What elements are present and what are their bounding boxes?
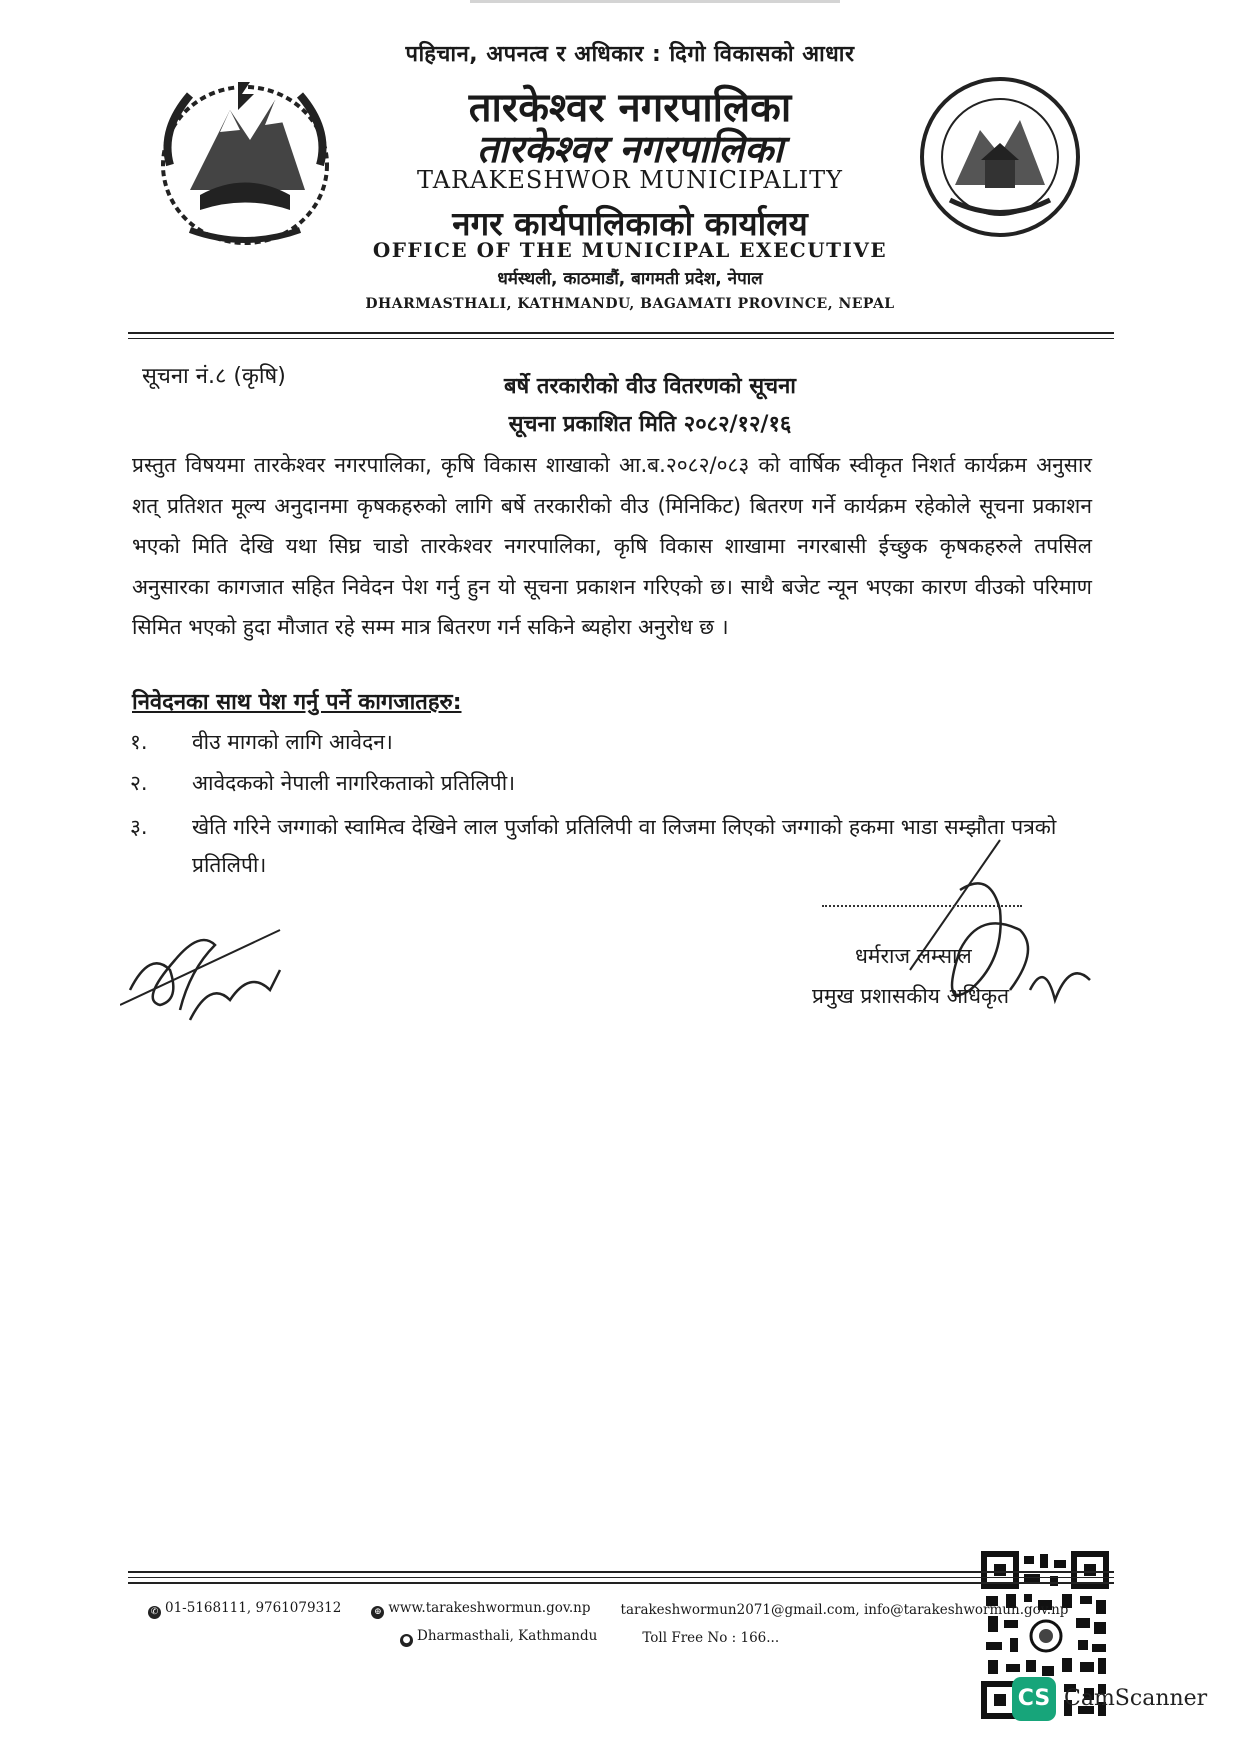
footer-address-text: Dharmasthali, Kathmandu: [417, 1628, 598, 1644]
footer-contact-row: [148, 1600, 1068, 1619]
notice-subject: बर्षे तरकारीको वीउ वितरणको सूचना: [503, 374, 797, 399]
header-divider: [128, 332, 1114, 334]
footer-phone: [148, 1600, 341, 1619]
office-name-nepali: नगर कार्यपालिकाको कार्यालय: [452, 204, 808, 243]
list-item-number: ३.: [130, 815, 148, 839]
municipality-name-nepali-stylized: तारकेश्वर नगरपालिका: [476, 127, 784, 171]
footer-toll-free: Toll Free No : 166...: [642, 1629, 780, 1646]
list-item-number: २.: [130, 771, 148, 795]
footer-divider: [128, 1571, 1114, 1573]
footer-divider-lower: [128, 1582, 1114, 1584]
footer-divider-thin: [128, 1577, 1114, 1578]
list-item-number: १.: [130, 730, 148, 754]
signature-line: [822, 905, 1022, 909]
signatory-title: प्रमुख प्रशासकीय अधिकृत: [812, 984, 1010, 1008]
footer-website: [371, 1600, 590, 1619]
camscanner-watermark: CamScanner: [1064, 1686, 1208, 1711]
municipality-seal-icon: [915, 65, 1085, 245]
footer-phone-text: 01-5168111, 9761079312: [165, 1600, 342, 1616]
footer-website-text: www.tarakeshwormun.gov.np: [388, 1600, 591, 1616]
list-item-text: वीउ मागको लागि आवेदन।: [192, 730, 393, 754]
handwritten-signature-left: [120, 910, 290, 1040]
list-item-text: आवेदकको नेपाली नागरिकताको प्रतिलिपी।: [192, 771, 516, 795]
nepal-emblem-icon: [150, 70, 340, 250]
signatory-name: धर्मराज लम्साल: [855, 944, 972, 968]
footer-emails: tarakeshwormun2071@gmail.com, info@tarakeshwormun.gov.np: [620, 1601, 1069, 1618]
list-item-text: खेति गरिने जग्गाको स्वामित्व देखिने लाल पुर्जाको प्रतिलिपी वा लिजमा लिएको जग्गाको हकमा भाडा सम्झौता पत्रको प्रतिलिपी।: [192, 815, 1057, 877]
notice-number: सूचना नं.८ (कृषि): [142, 364, 286, 389]
list-item: [130, 723, 1090, 761]
handwritten-signature-right: [880, 830, 1110, 1050]
municipality-name-english: TARAKESHWOR MUNICIPALITY: [417, 166, 843, 194]
notice-body: प्रस्तुत विषयमा तारकेश्वर नगरपालिका, कृषि विकास शाखाको आ.ब.२०८२/०८३ को वार्षिक स्वीकृत निशर्त कार्यक्रम अनुसार शत् प्रतिशत मूल्य अनुदानमा कृषकहरुको लागि बर्षे तरकारीको वीउ (मिनिकिट) बितरण गर्ने कार्यक्रम रहेकोले सूचना प्रकाशन भएको मिति देखि यथा सिघ्र चाडो तारकेश्वर नगरपालिका, कृषि विकास शाखामा नगरबासी ईच्छुक कृषकहरुले तपसिल अनुसारका कागजात सहित निवेदन पेश गर्नु हुन यो सूचना प्रकाशन गरिएको छ। साथै बजेट न्यून भएका कारण वीउको परिमाण सिमित भएको हुदा मौजात रहे सम्म मात्र बितरण गर्न सकिने ब्यहोरा अनुरोध छ ।: [132, 453, 1092, 639]
footer-address-row: [400, 1628, 779, 1647]
camscanner-logo-icon: CS: [1012, 1677, 1056, 1721]
globe-icon: ⊕: [371, 1606, 384, 1619]
office-name-english: OFFICE OF THE MUNICIPAL EXECUTIVE: [372, 238, 888, 262]
footer-address: [400, 1628, 597, 1647]
publish-date: सूचना प्रकाशित मिति २०८२/१२/१६: [508, 412, 792, 437]
documents-heading: निवेदनका साथ पेश गर्नु पर्ने कागजातहरु:: [132, 690, 462, 715]
scan-edge: [470, 0, 840, 3]
phone-icon: ✆: [148, 1606, 161, 1619]
header-motto: पहिचान, अपनत्व र अधिकार : दिगो विकासको आधार: [405, 42, 855, 67]
header-divider-thin: [128, 338, 1114, 339]
location-pin-icon: ●: [400, 1634, 413, 1647]
list-item: [130, 764, 1090, 802]
municipality-name-nepali: तारकेश्वर नगरपालिका: [468, 85, 792, 131]
address-nepali: धर्मस्थली, काठमाडौं, बागमती प्रदेश, नेपाल: [497, 269, 763, 289]
address-english: DHARMASTHALI, KATHMANDU, BAGAMATI PROVINCE, NEPAL: [365, 296, 895, 312]
